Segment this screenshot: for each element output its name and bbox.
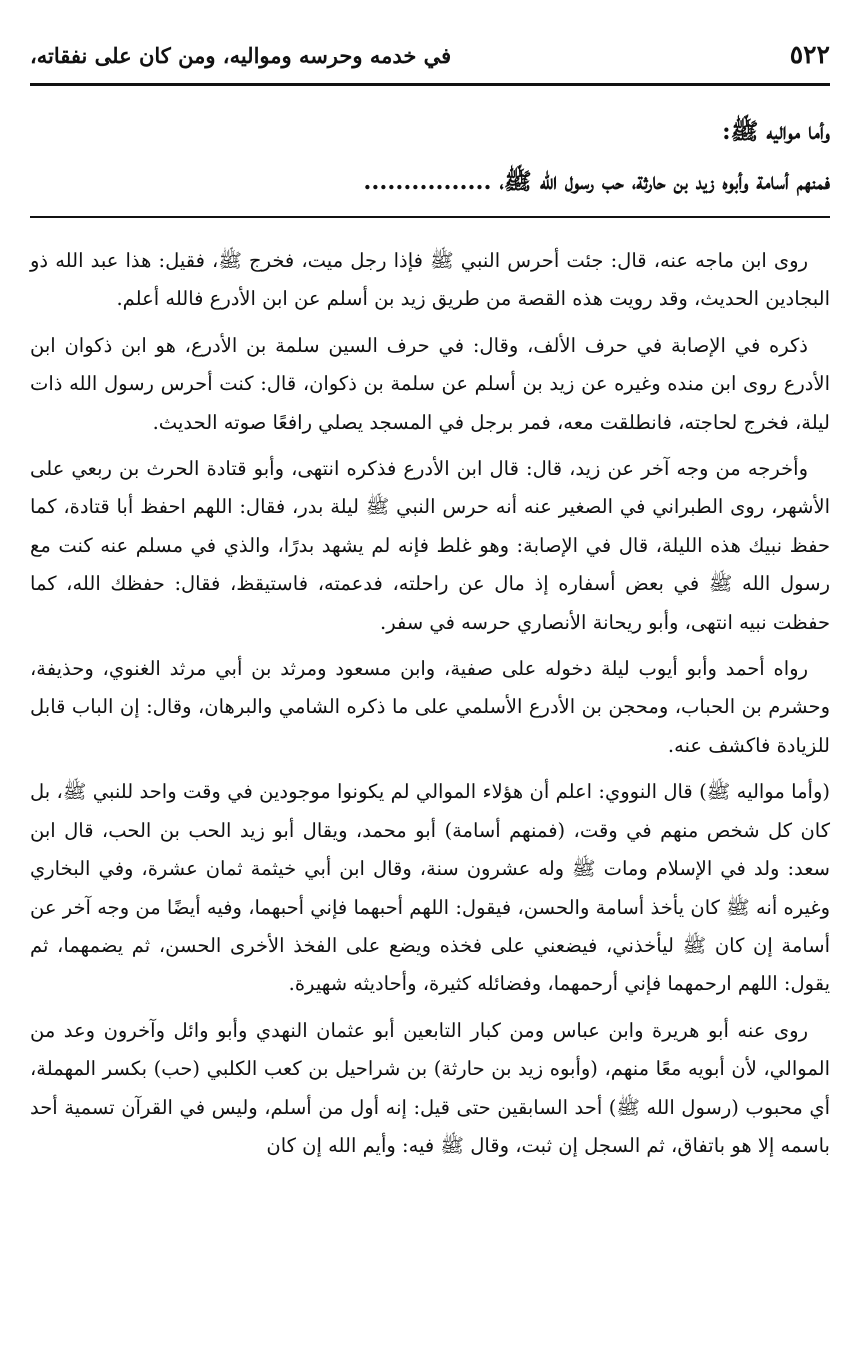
commentary [30, 218, 830, 1165]
commentary-paragraph: روى عنه أبو هريرة وابن عباس ومن كبار التابعين أبو عثمان النهدي وأبو وائل وآخرون وعد من الموالي، لأن أبويه معًا منهم، (وأبوه زيد بن حارثة) بن شراحيل بن كعب الكلبي (حب) بكسر المهملة، أي محبوب (رسول الله ﷺ) أحد السابقين حتى قيل: إنه أول من أسلم، وليس في القرآن تسمية أحد باسمه إلا هو باتفاق، ثم السجل إن ثبت، وقال ﷺ فيه: وأيم الله إن كان [30, 1018, 830, 1157]
commentary-paragraph: (وأما مواليه ﷺ) قال النووي: اعلم أن هؤلاء الموالي لم يكونوا موجودين في وقت واحد للنبي ﷺ، بل كان كل شخص منهم في وقت، (فمنهم أسامة) أبو محمد، ويقال أبو زيد الحب بن الحب، قال ابن سعد: ولد في الإسلام ومات ﷺ وله عشرون سنة، وقال ابن أبي خيثمة ثمان عشرة، وفي البخاري وغيره أنه ﷺ كان يأخذ أسامة والحسن، فيقول: اللهم أحبهما فإني أحبهما، وفيه أيضًا من وجه آخر عن أسامة إن كان ﷺ ليأخذني، فيضعني على فخذه ويضع على الفخذ الأخرى الحسن، ثم يضمهما، ثم يقول: اللهم ارحمهما فإني أرحمهما، وفضائله كثيرة، وأحاديثه شهيرة. [30, 780, 830, 996]
matn-line [30, 166, 830, 198]
commentary-paragraph: رواه أحمد وأبو أيوب ليلة دخوله على صفية، وابن مسعود ومرثد بن أبي مرثد الغنوي، وحذيفة، وحشرم بن الحباب، ومحجن بن الأدرع الأسلمي على ما ذكره الشامي والبرهان، وقال: إن الباب قابل للزيادة فاكشف عنه. [30, 657, 830, 757]
ellipsis-dots: ................ [363, 168, 492, 195]
page-header [30, 40, 830, 86]
running-title: في خدمه وحرسه ومواليه، ومن كان على نفقاته، [30, 43, 452, 68]
matn-line-text: فمنهم أسامة وأبوه زيد بن حارثة، حب رسول الله ﷺ، [499, 168, 830, 195]
main-text [30, 86, 830, 198]
commentary-paragraph: وأخرجه من وجه آخر عن زيد، قال: قال ابن الأدرع فذكره انتهى، وأبو قتادة الحرث بن ربعي على الأشهر، روى الطبراني في الصغير عنه أنه حرس النبي ﷺ ليلة بدر، فقال: اللهم احفظ أبا قتادة، كما حفظ نبيك هذه الليلة، قال في الإصابة: وهو غلط فإنه لم يشهد بدرًا، والذي في مسلم عنه كنت مع رسول الله ﷺ في بعض أسفاره إذ مال عن راحلته، فدعمته، فاستيقظ، فقال: حفظك الله، كما حفظت نبيه انتهى، وأبو ريحانة الأنصاري حرسه في سفر. [30, 457, 830, 634]
matn-line: وأما مواليه ﷺ: [722, 118, 830, 145]
commentary-paragraph: ذكره في الإصابة في حرف الألف، وقال: في حرف السين سلمة بن الأدرع، هو ابن ذكوان ابن الأدرع روى ابن منده وغيره عن زيد بن أسلم عن سلمة بن ذكوان، قال: كنت أحرس رسول الله ذات ليلة، فخرج لحاجته، فانطلقت معه، فمر برجل في المسجد يصلي رافعًا صوته الحديث. [30, 333, 830, 434]
commentary-paragraph: روى ابن ماجه عنه، قال: جئت أحرس النبي ﷺ فإذا رجل ميت، فخرج ﷺ، فقيل: هذا عبد الله ذو البجادين الحديث، وقد رويت هذه القصة من طريق زيد بن أسلم عن ابن الأدرع فالله أعلم. [30, 249, 830, 311]
page-number: ٥٢٢ [789, 40, 830, 69]
